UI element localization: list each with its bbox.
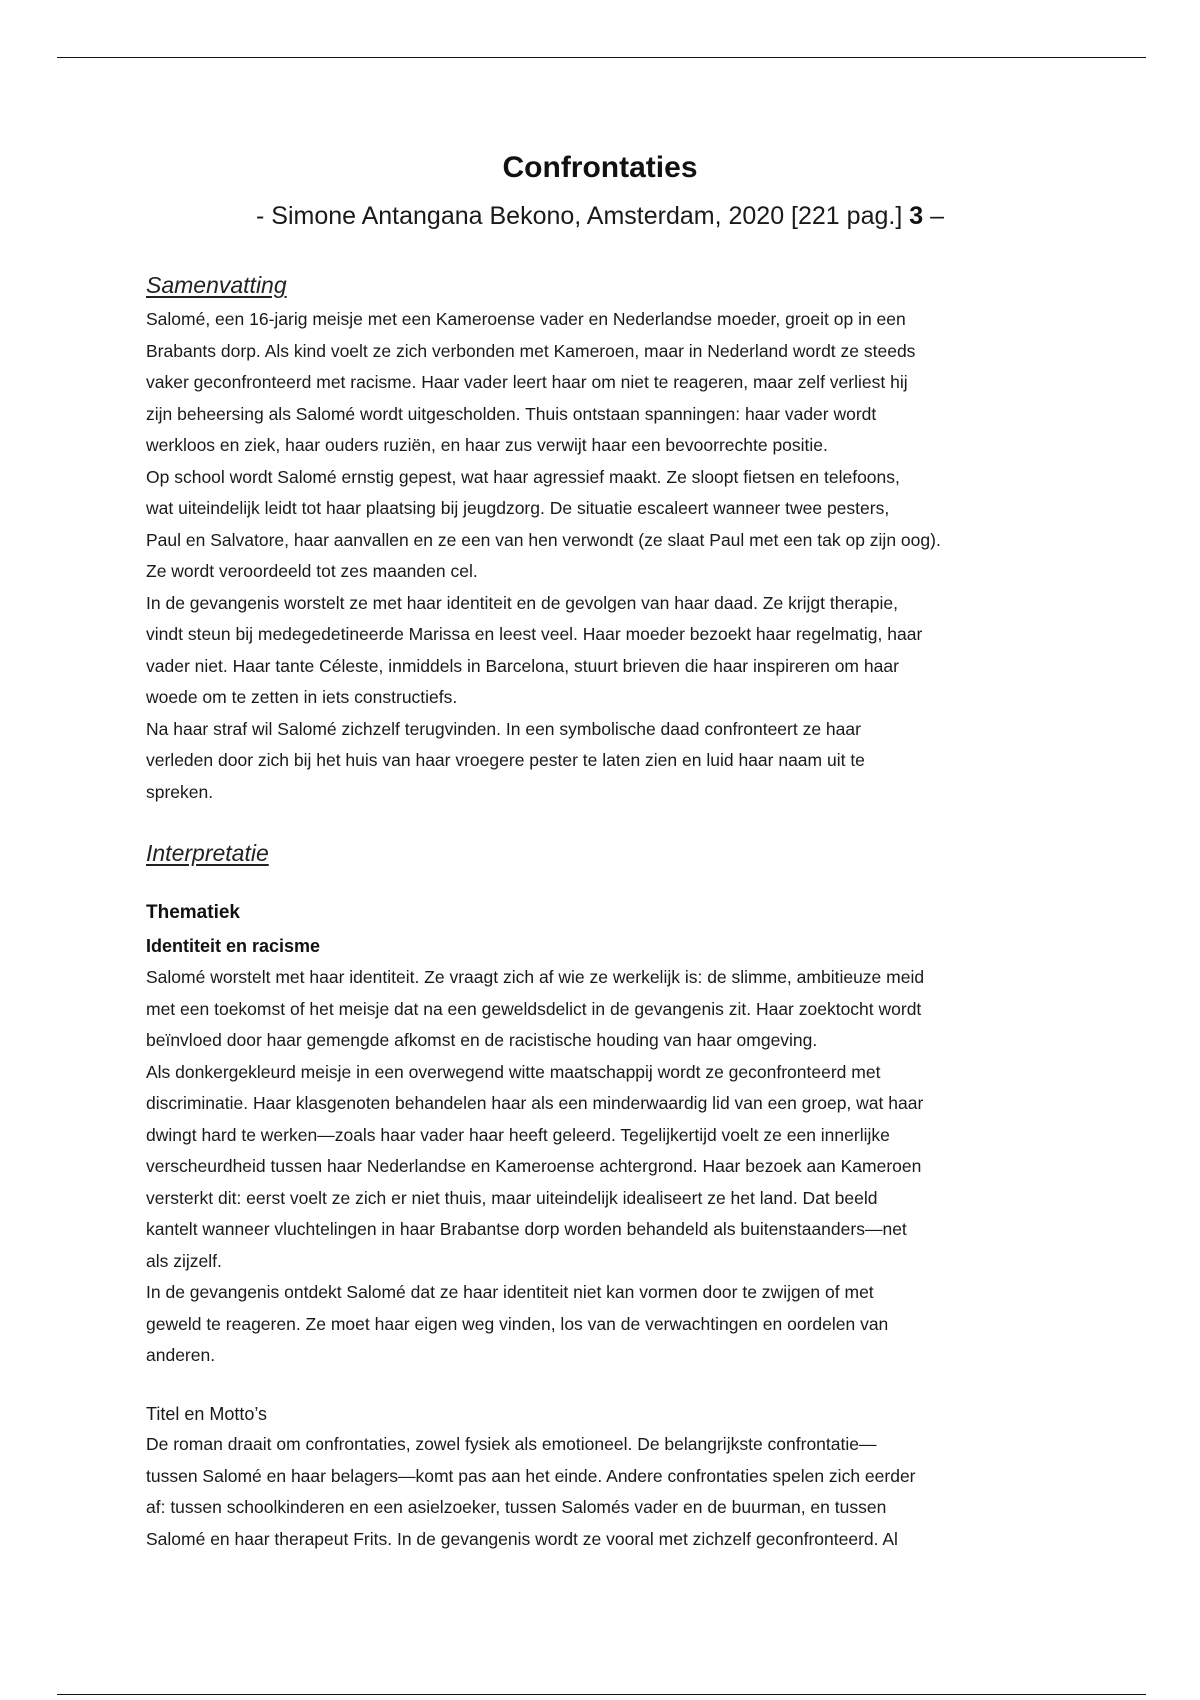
text-line: Salomé, een 16-jarig meisje met een Kameroense vader en Nederlandse moeder, groeit op in een [146,309,906,329]
identity-text [146,962,1146,1372]
text-line: als zijzelf. [146,1250,222,1271]
text-line: Salomé worstelt met haar identiteit. Ze vraagt zich af wie ze werkelijk is: de slimme, ambitieuze meid [146,967,925,987]
text-line: Salomé en haar therapeut Frits. In de gevangenis wordt ze vooral met zichzelf geconfronteerd. Al [146,1528,898,1549]
document-title: Confrontaties [502,151,698,184]
text-line: met een toekomst of het meisje dat na een geweldsdelict in de gevangenis zit. Haar zoektocht wordt [146,998,922,1019]
text-line: woede om te zetten in iets constructiefs. [146,687,458,707]
text-line: spreken. [146,781,214,802]
document-subtitle [0,200,1200,232]
text-line: verscheurdheid tussen haar Nederlandse en Kameroense achtergrond. Haar bezoek aan Kameroen [146,1156,922,1176]
text-line: Op school wordt Salomé ernstig gepest, wat haar agressief maakt. Ze sloopt fietsen en telefoons, [146,466,900,487]
text-line: discriminatie. Haar klasgenoten behandelen haar als een minderwaardig lid van een groep, wat haar [146,1093,924,1113]
interpretation-heading: Interpretatie [146,840,269,866]
text-line: De roman draait om confrontaties, zowel fysiek als emotioneel. De belangrijkste confrontatie— [146,1434,877,1454]
text-line: kantelt wanneer vluchtelingen in haar Brabantse dorp worden behandeld als buitenstaanders—net [146,1219,907,1239]
summary-heading: Samenvatting [146,272,287,298]
text-line: dwingt hard te werken—zoals haar vader haar heeft geleerd. Tegelijkertijd voelt ze een innerlijke [146,1124,890,1145]
text-line: Na haar straf wil Salomé zichzelf terugvinden. In een symbolische daad confronteert ze haar [146,718,861,739]
text-line: Brabants dorp. Als kind voelt ze zich verbonden met Kameroen, maar in Nederland wordt ze steeds [146,340,916,361]
rating: 3 [909,202,924,230]
text-line: zijn beheersing als Salomé wordt uitgescholden. Thuis ontstaan spanningen: haar vader wordt [146,403,877,424]
text-line: wat uiteindelijk leidt tot haar plaatsing bij jeugdzorg. De situatie escaleert wanneer twee pesters, [146,498,890,518]
text-line: Als donkergekleurd meisje in een overwegend witte maatschappij wordt ze geconfronteerd met [146,1061,881,1082]
identity-heading: Identiteit en racisme [146,936,321,956]
text-line: beïnvloed door haar gemengde afkomst en de racistische houding van haar omgeving. [146,1030,818,1050]
text-line: vader niet. Haar tante Céleste, inmiddels in Barcelona, stuurt brieven die haar inspireren om haar [146,655,899,676]
text-line: vindt steun bij medegedetineerde Marissa en leest veel. Haar moeder bezoekt haar regelmatig, haar [146,624,923,644]
text-line: In de gevangenis ontdekt Salomé dat ze haar identiteit niet kan vormen door te zwijgen of met [146,1282,874,1302]
title-motto-text [146,1429,1146,1555]
top-rule [57,57,1146,58]
text-line: werkloos en ziek, haar ouders ruziën, en haar zus verwijt haar een bevoorrechte positie. [146,435,828,455]
text-line: Ze wordt veroordeeld tot zes maanden cel. [146,561,478,581]
bottom-rule [57,1694,1146,1695]
text-line: vaker geconfronteerd met racisme. Haar vader leert haar om niet te reageren, maar zelf verliest hij [146,372,908,392]
text-line: Paul en Salvatore, haar aanvallen en ze een van hen verwondt (ze slaat Paul met een tak op zijn oog). [146,529,941,550]
text-line: versterkt dit: eerst voelt ze zich er niet thuis, maar uiteindelijk idealiseert ze het land. Dat beeld [146,1187,878,1208]
subtitle-text: - Simone Antangana Bekono, Amsterdam, 2020 [221 pag.] [256,202,910,230]
text-line: In de gevangenis worstelt ze met haar identiteit en de gevolgen van haar daad. Ze krijgt therapie, [146,592,898,613]
text-line: af: tussen schoolkinderen en een asielzoeker, tussen Salomés vader en de buurman, en tussen [146,1497,887,1517]
text-line: verleden door zich bij het huis van haar vroegere pester te laten zien en luid haar naam uit te [146,750,865,770]
theme-heading: Thematiek [146,902,240,923]
subtitle-suffix: – [923,202,944,230]
summary-text [146,304,1146,808]
text-line: anderen. [146,1345,216,1365]
title-motto-heading: Titel en Motto’s [146,1404,268,1424]
text-line: tussen Salomé en haar belagers—komt pas aan het einde. Andere confrontaties spelen zich eerder [146,1465,916,1486]
text-line: geweld te reageren. Ze moet haar eigen weg vinden, los van de verwachtingen en oordelen van [146,1313,889,1334]
